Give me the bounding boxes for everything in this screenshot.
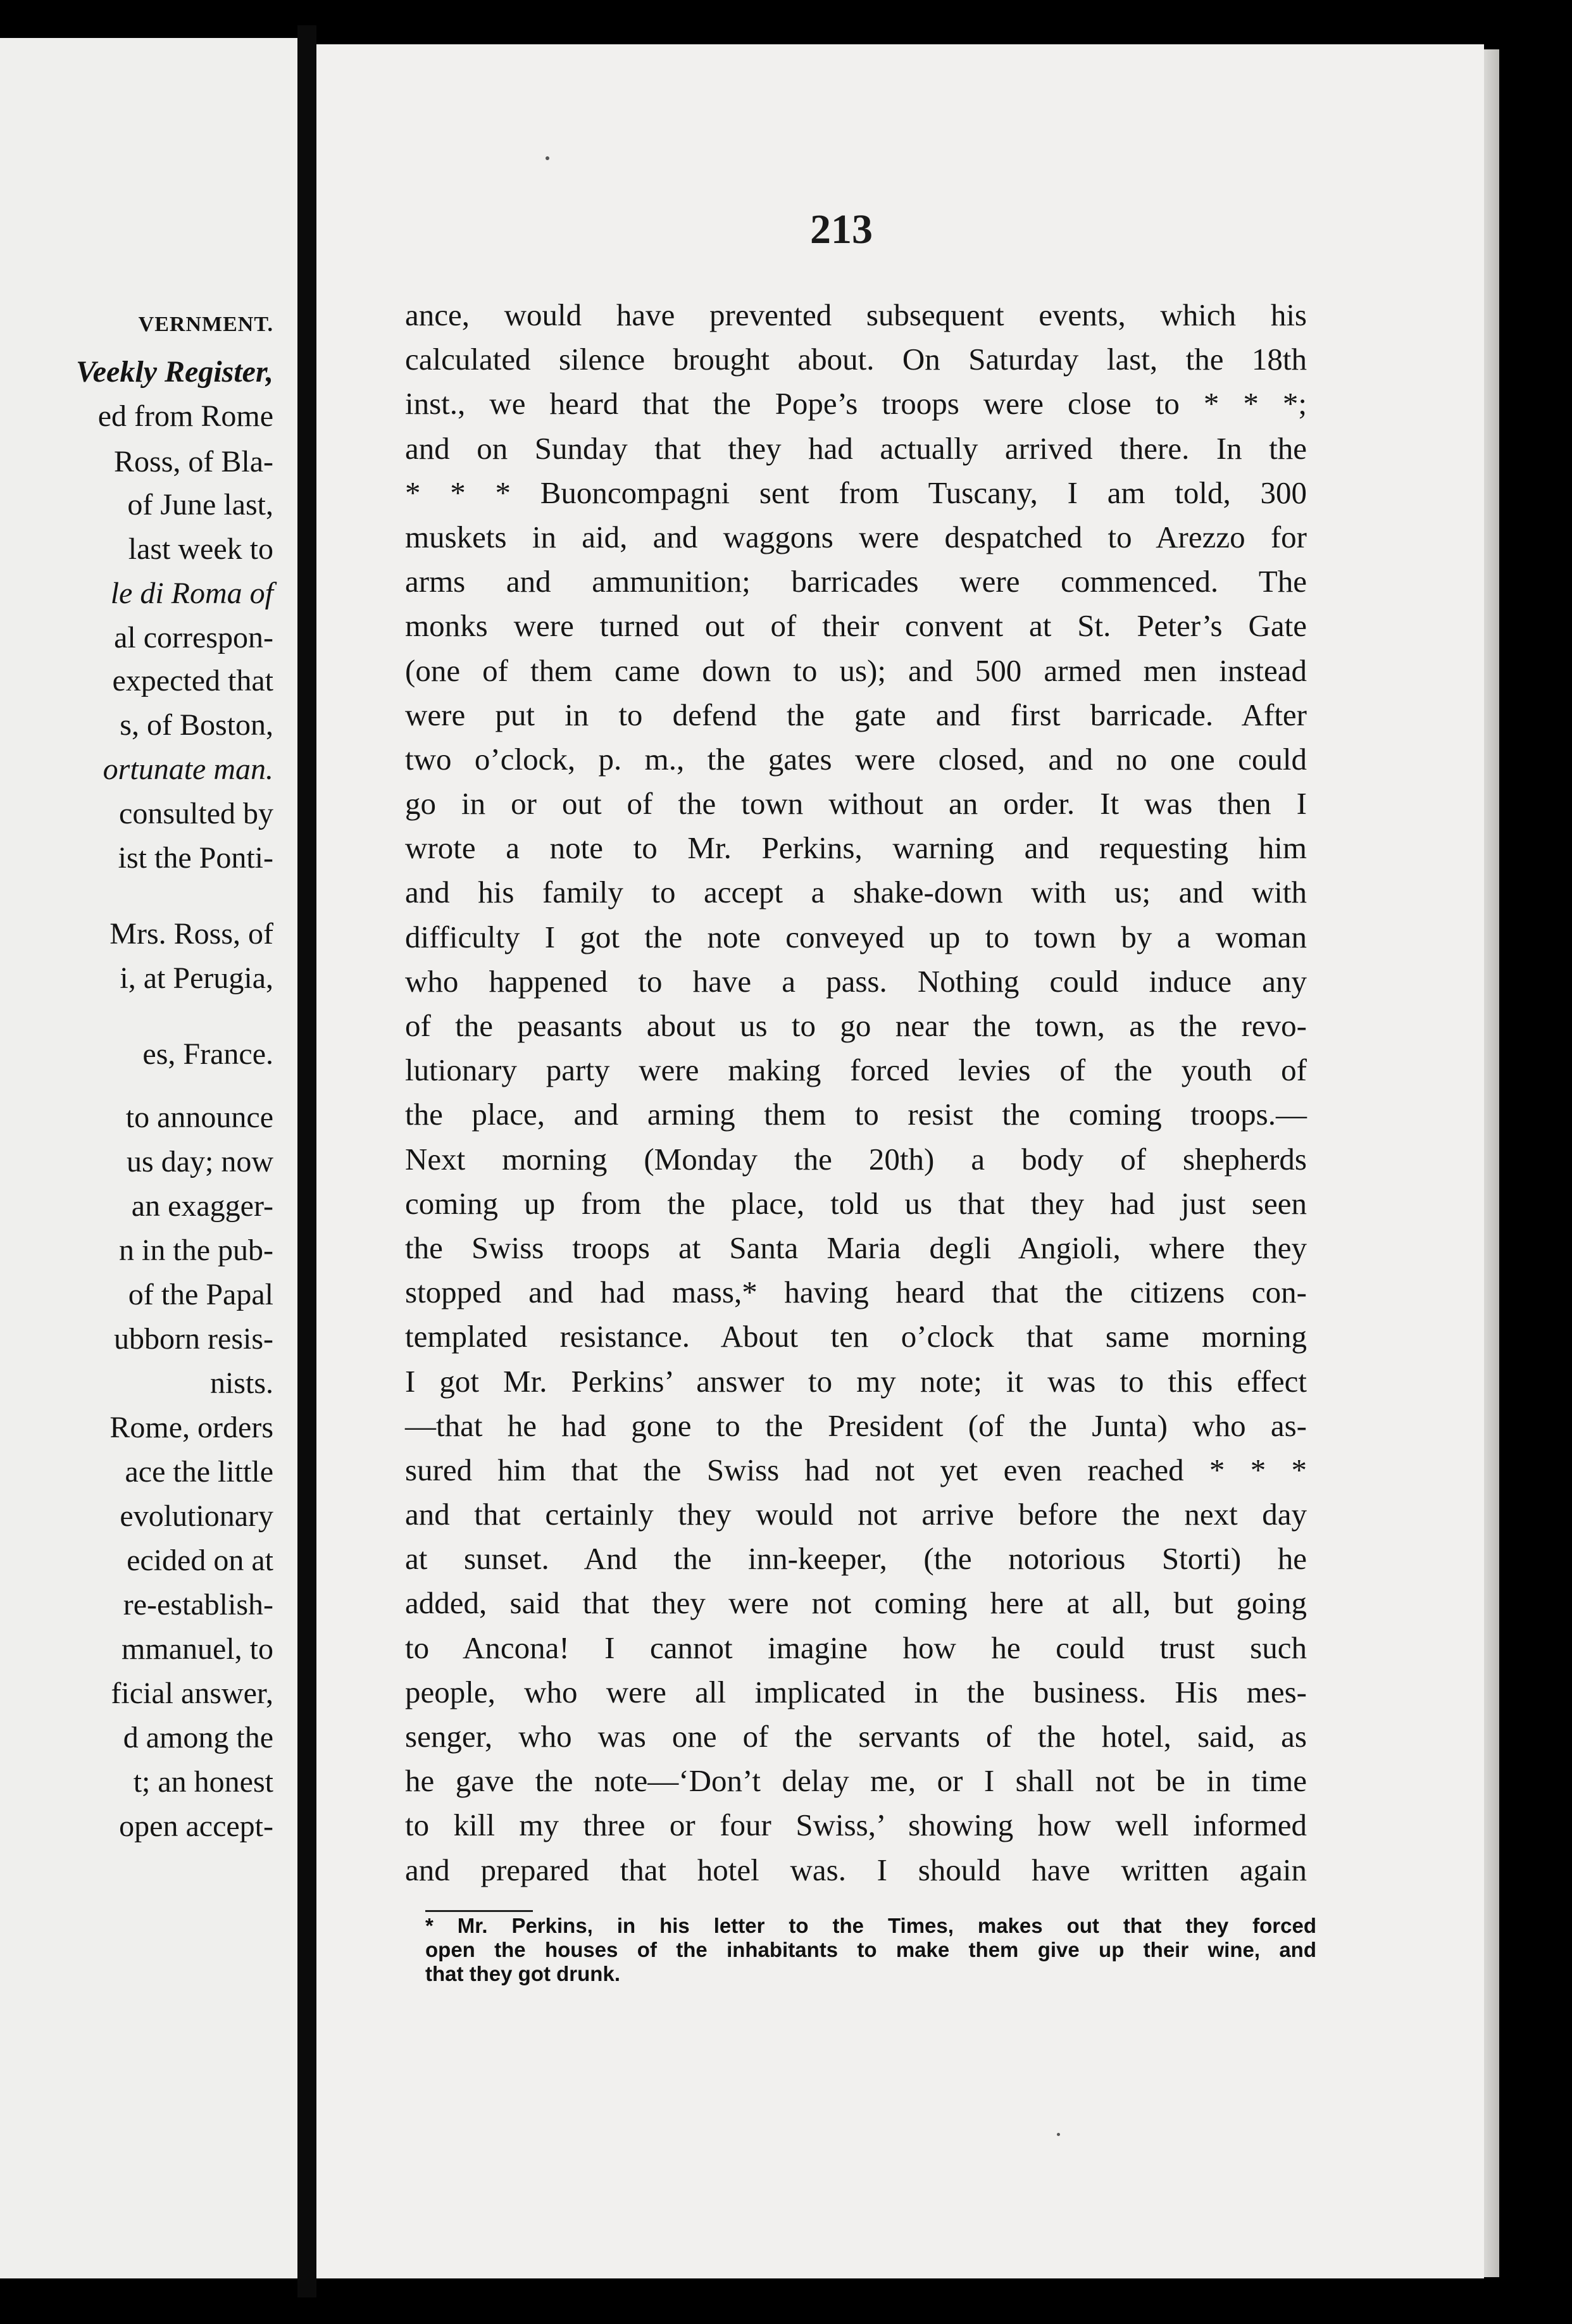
- left-page-line: Mrs. Ross, of: [109, 917, 273, 951]
- left-page-line: of the Papal: [128, 1278, 273, 1311]
- left-page-line: ecided on at: [127, 1544, 273, 1577]
- text-line: senger, who was one of the servants of the hotel, said, as: [405, 1719, 1307, 1754]
- text-line: lutionary party were making forced levies of the youth of: [405, 1053, 1307, 1088]
- text-line: sured him that the Swiss had not yet even reached * * *: [405, 1452, 1307, 1487]
- text-line: calculated silence brought about. On Saturday last, the 18th: [405, 342, 1307, 377]
- left-page-line: ficial answer,: [111, 1677, 273, 1710]
- left-page-line: last week to: [128, 532, 273, 566]
- left-page-line: i, at Perugia,: [120, 961, 273, 995]
- left-page-line: VERNMENT.: [138, 313, 273, 336]
- left-page-line: us day; now: [127, 1145, 273, 1178]
- text-line: inst., we heard that the Pope’s troops were close to * * *;: [405, 386, 1307, 422]
- page-number: 213: [810, 206, 873, 253]
- left-page-line: le di Roma of: [110, 577, 273, 610]
- text-line: to kill my three or four Swiss,’ showing how well informed: [405, 1808, 1307, 1843]
- text-line: coming up from the place, told us that they had just seen: [405, 1185, 1307, 1221]
- paper-speck: [546, 156, 549, 160]
- footnote-line: open the houses of the inhabitants to make them give up their wine, and: [425, 1938, 1316, 1961]
- text-line: to Ancona! I cannot imagine how he could trust such: [405, 1630, 1307, 1665]
- left-page-line: es, France.: [142, 1037, 273, 1071]
- text-line: the Swiss troops at Santa Maria degli Angioli, where they: [405, 1230, 1307, 1265]
- left-page-line: ortunate man.: [103, 753, 273, 786]
- left-page-line: consulted by: [119, 797, 273, 830]
- text-line: who happened to have a pass. Nothing could induce any: [405, 963, 1307, 999]
- text-line: two o’clock, p. m., the gates were closed, and no one could: [405, 741, 1307, 777]
- text-line: go in or out of the town without an order. It was then I: [405, 786, 1307, 822]
- left-page-line: s, of Boston,: [120, 708, 273, 742]
- text-line: and on Sunday that they had actually arrived there. In the: [405, 430, 1307, 466]
- left-page-line: expected that: [112, 664, 273, 697]
- text-line: —that he had gone to the President (of the Junta) who as-: [405, 1408, 1307, 1443]
- left-page-line: d among the: [123, 1721, 273, 1754]
- left-page-line: mmanuel, to: [122, 1632, 273, 1666]
- left-page-line: ubborn resis-: [114, 1322, 273, 1356]
- left-page-line: evolutionary: [120, 1499, 273, 1533]
- footnote-line: * Mr. Perkins, in his letter to the Times, makes out that they forced: [425, 1914, 1316, 1937]
- left-page-line: ed from Rome: [97, 399, 273, 433]
- text-line: he gave the note—‘Don’t delay me, or I shall not be in time: [405, 1763, 1307, 1799]
- footnote-rule: [425, 1910, 533, 1912]
- text-line: added, said that they were not coming here at all, but going: [405, 1585, 1307, 1621]
- text-line: at sunset. And the inn-keeper, (the notorious Storti) he: [405, 1541, 1307, 1577]
- text-line: templated resistance. About ten o’clock that same morning: [405, 1319, 1307, 1354]
- left-page-line: Ross, of Bla-: [114, 445, 273, 478]
- text-line: Next morning (Monday the 20th) a body of shepherds: [405, 1141, 1307, 1177]
- footnote-line: that they got drunk.: [425, 1962, 620, 1985]
- book-gutter: [297, 25, 316, 2297]
- left-page-line: ace the little: [125, 1455, 273, 1489]
- paper-speck: [1057, 2133, 1060, 2136]
- text-line: people, who were all implicated in the business. His mes-: [405, 1674, 1307, 1709]
- text-line: and prepared that hotel was. I should have written again: [405, 1852, 1307, 1887]
- left-page-line: t; an honest: [133, 1765, 273, 1799]
- left-page-line: Rome, orders: [109, 1411, 273, 1444]
- text-line: * * * Buoncompagni sent from Tuscany, I am told, 300: [405, 475, 1307, 510]
- left-page-line: ist the Ponti-: [118, 841, 273, 875]
- text-line: I got Mr. Perkins’ answer to my note; it was to this effect: [405, 1363, 1307, 1399]
- body-text: [405, 293, 1307, 1892]
- left-page-line: re-establish-: [123, 1588, 273, 1621]
- text-line: arms and ammunition; barricades were commenced. The: [405, 564, 1307, 599]
- text-line: the place, and arming them to resist the coming troops.—: [405, 1097, 1307, 1132]
- left-page-line: n in the pub-: [119, 1234, 273, 1267]
- text-line: of the peasants about us to go near the town, as the revo-: [405, 1008, 1307, 1043]
- left-page-line: open accept-: [119, 1809, 273, 1843]
- text-line: and his family to accept a shake-down with us; and with: [405, 875, 1307, 910]
- left-page-line: an exagger-: [131, 1189, 273, 1223]
- footnote: [425, 1914, 1316, 1986]
- left-page-line: nists.: [209, 1366, 273, 1400]
- text-line: ance, would have prevented subsequent events, which his: [405, 297, 1307, 332]
- left-page-line: of June last,: [127, 488, 273, 522]
- left-page-line: al correspon-: [114, 621, 273, 654]
- text-line: difficulty I got the note conveyed up to town by a woman: [405, 919, 1307, 954]
- text-line: and that certainly they would not arrive before the next day: [405, 1497, 1307, 1532]
- text-line: muskets in aid, and waggons were despatched to Arezzo for: [405, 519, 1307, 554]
- text-line: were put in to defend the gate and first barricade. After: [405, 697, 1307, 732]
- left-facing-page: [0, 38, 297, 2278]
- text-line: monks were turned out of their convent at St. Peter’s Gate: [405, 608, 1307, 644]
- page-edge: [1484, 49, 1499, 2277]
- left-page-line: to announce: [125, 1101, 273, 1134]
- text-line: wrote a note to Mr. Perkins, warning and requesting him: [405, 830, 1307, 866]
- text-line: (one of them came down to us); and 500 armed men instead: [405, 653, 1307, 688]
- left-page-line: Veekly Register,: [76, 355, 273, 389]
- text-line: stopped and had mass,* having heard that the citizens con-: [405, 1275, 1307, 1310]
